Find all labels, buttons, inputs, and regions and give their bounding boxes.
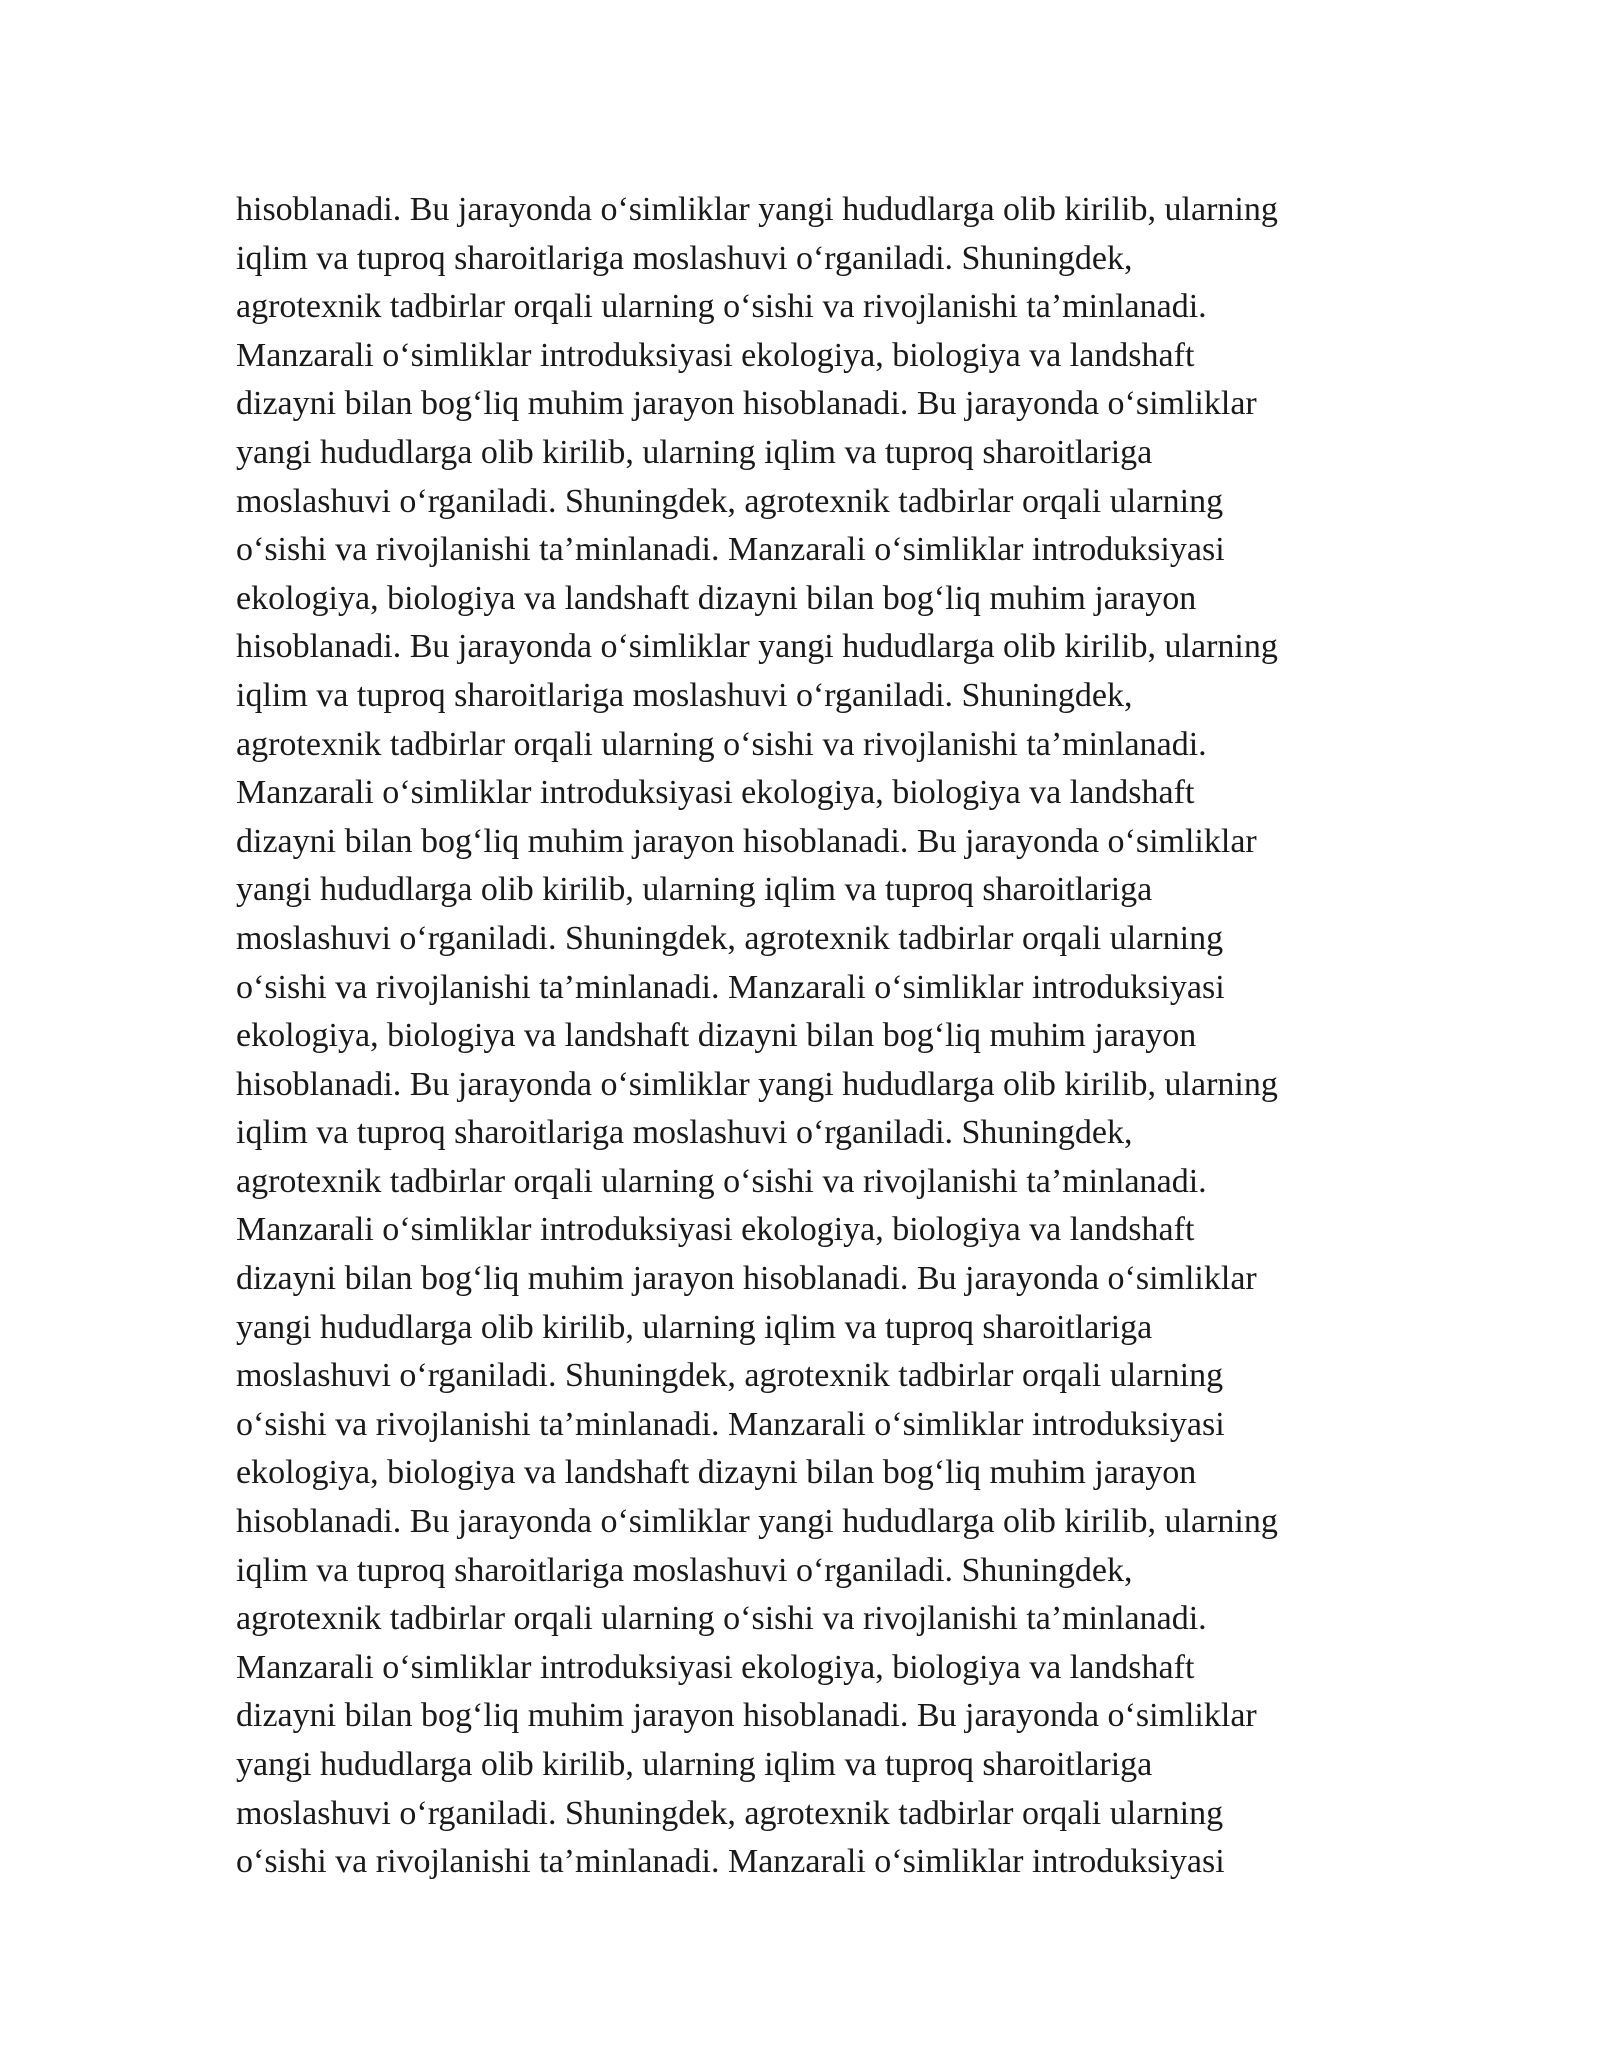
- text-line: o‘sishi va rivojlanishi ta’minlanadi. Manzarali o‘simliklar introduksiyasi: [236, 531, 1225, 569]
- text-line: o‘sishi va rivojlanishi ta’minlanadi. Manzarali o‘simliklar introduksiyasi: [236, 1843, 1225, 1881]
- text-line: moslashuvi o‘rganiladi. Shuningdek, agrotexnik tadbirlar orqali ularning: [236, 1794, 1224, 1832]
- text-line: hisoblanadi. Bu jarayonda o‘simliklar yangi hududlarga olib kirilib, ularning: [236, 1503, 1278, 1541]
- text-line: hisoblanadi. Bu jarayonda o‘simliklar yangi hududlarga olib kirilib, ularning: [236, 1065, 1278, 1103]
- text-line: moslashuvi o‘rganiladi. Shuningdek, agrotexnik tadbirlar orqali ularning: [236, 919, 1224, 957]
- text-line: agrotexnik tadbirlar orqali ularning o‘sishi va rivojlanishi ta’minlanadi.: [236, 288, 1207, 326]
- text-line: iqlim va tuproq sharoitlariga moslashuvi o‘rganiladi. Shuningdek,: [236, 676, 1133, 714]
- text-line: hisoblanadi. Bu jarayonda o‘simliklar yangi hududlarga olib kirilib, ularning: [236, 628, 1278, 666]
- text-line: o‘sishi va rivojlanishi ta’minlanadi. Manzarali o‘simliklar introduksiyasi: [236, 968, 1225, 1006]
- text-line: dizayni bilan bog‘liq muhim jarayon hisoblanadi. Bu jarayonda o‘simliklar: [236, 385, 1257, 423]
- text-line: iqlim va tuproq sharoitlariga moslashuvi o‘rganiladi. Shuningdek,: [236, 239, 1133, 277]
- text-line: o‘sishi va rivojlanishi ta’minlanadi. Manzarali o‘simliklar introduksiyasi: [236, 1405, 1225, 1443]
- text-line: ekologiya, biologiya va landshaft dizayni bilan bog‘liq muhim jarayon: [236, 579, 1197, 617]
- text-line: iqlim va tuproq sharoitlariga moslashuvi o‘rganiladi. Shuningdek,: [236, 1114, 1133, 1152]
- text-line: agrotexnik tadbirlar orqali ularning o‘sishi va rivojlanishi ta’minlanadi.: [236, 725, 1207, 763]
- text-line: agrotexnik tadbirlar orqali ularning o‘sishi va rivojlanishi ta’minlanadi.: [236, 1600, 1207, 1638]
- text-line: Manzarali o‘simliklar introduksiyasi ekologiya, biologiya va landshaft: [236, 1211, 1195, 1249]
- text-line: ekologiya, biologiya va landshaft dizayni bilan bog‘liq muhim jarayon: [236, 1017, 1197, 1055]
- text-line: yangi hududlarga olib kirilib, ularning iqlim va tuproq sharoitlariga: [236, 1746, 1153, 1783]
- text-line: dizayni bilan bog‘liq muhim jarayon hisoblanadi. Bu jarayonda o‘simliklar: [236, 1697, 1257, 1735]
- text-line: yangi hududlarga olib kirilib, ularning iqlim va tuproq sharoitlariga: [236, 433, 1153, 471]
- text-line: dizayni bilan bog‘liq muhim jarayon hisoblanadi. Bu jarayonda o‘simliklar: [236, 822, 1257, 860]
- text-line: moslashuvi o‘rganiladi. Shuningdek, agrotexnik tadbirlar orqali ularning: [236, 482, 1224, 520]
- text-line: hisoblanadi. Bu jarayonda o‘simliklar yangi hududlarga olib kirilib, ularning: [236, 191, 1278, 228]
- text-line: moslashuvi o‘rganiladi. Shuningdek, agrotexnik tadbirlar orqali ularning: [236, 1357, 1224, 1395]
- text-line: Manzarali o‘simliklar introduksiyasi ekologiya, biologiya va landshaft: [236, 1648, 1195, 1686]
- text-line: Manzarali o‘simliklar introduksiyasi ekologiya, biologiya va landshaft: [236, 774, 1195, 812]
- text-line: yangi hududlarga olib kirilib, ularning iqlim va tuproq sharoitlariga: [236, 871, 1153, 909]
- text-line: yangi hududlarga olib kirilib, ularning iqlim va tuproq sharoitlariga: [236, 1308, 1153, 1346]
- text-line: iqlim va tuproq sharoitlariga moslashuvi o‘rganiladi. Shuningdek,: [236, 1551, 1133, 1589]
- text-line: Manzarali o‘simliklar introduksiyasi ekologiya, biologiya va landshaft: [236, 336, 1195, 374]
- text-line: dizayni bilan bog‘liq muhim jarayon hisoblanadi. Bu jarayonda o‘simliklar: [236, 1260, 1257, 1298]
- text-line: ekologiya, biologiya va landshaft dizayni bilan bog‘liq muhim jarayon: [236, 1454, 1197, 1492]
- body-text: [236, 186, 1416, 1887]
- text-line: agrotexnik tadbirlar orqali ularning o‘sishi va rivojlanishi ta’minlanadi.: [236, 1162, 1207, 1200]
